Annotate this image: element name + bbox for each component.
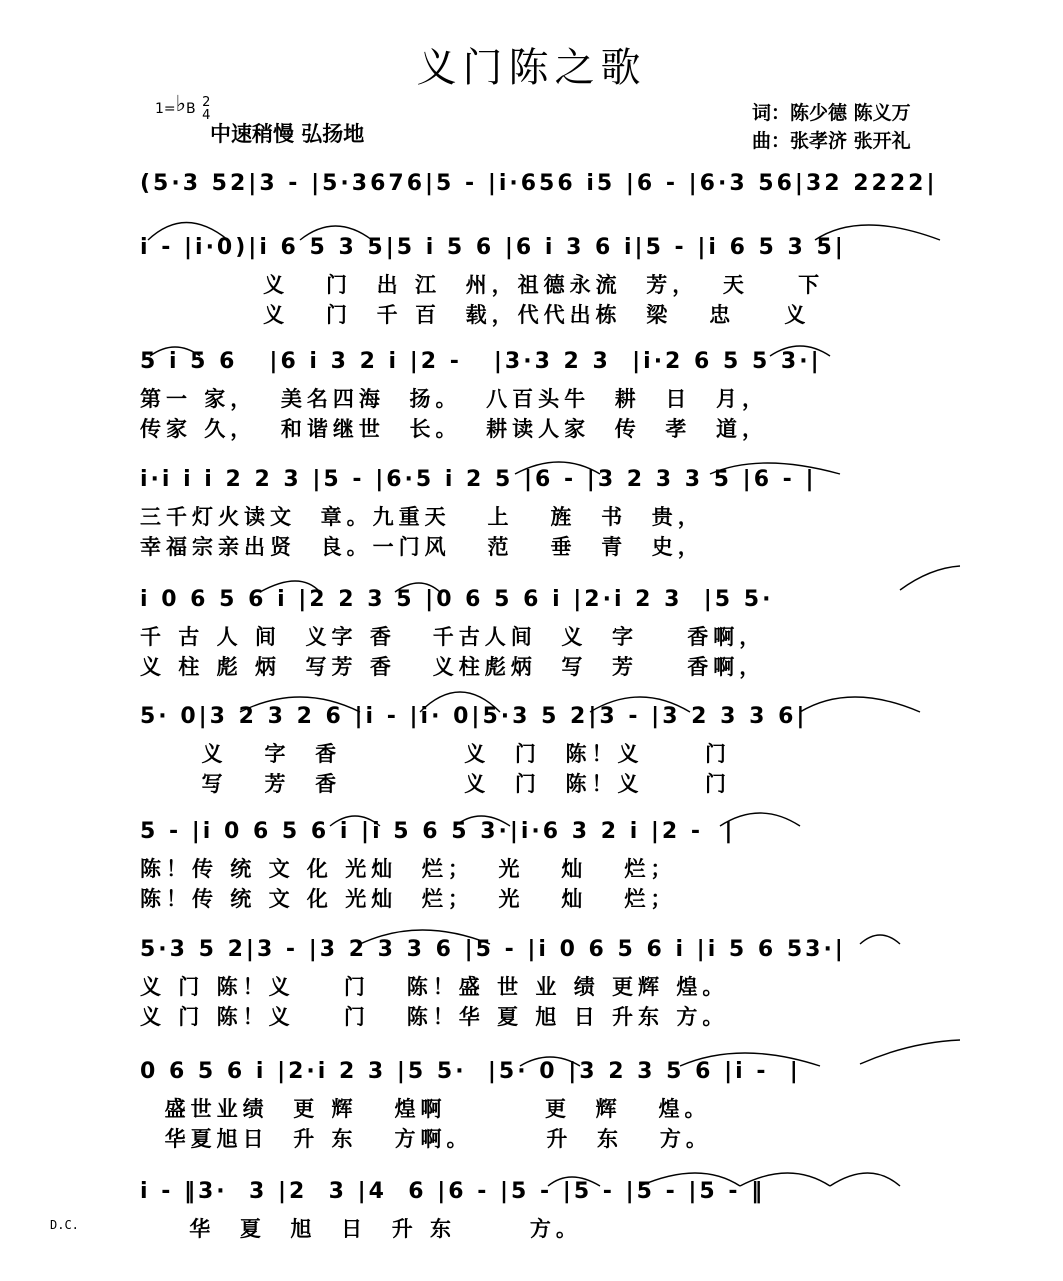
lyricist-credit: 词：陈少德 陈义万 — [752, 102, 911, 124]
lyric-verse-1: 三千灯火读文 章。九重天 上 旌 书 贵， — [140, 505, 704, 529]
notation-line: i - ‖3· 3 |2 3 |4 6 |6 - |5 - |5 - |5 - |5 - ‖ — [140, 1179, 766, 1204]
notation-line: i·i i i 2 2 3 |5 - |6·5 i 2 5 |6 - |3 2 3 3 5 |6 - | — [140, 467, 817, 492]
time-denominator: 4 — [202, 108, 211, 123]
lyric-verse-1: 盛世业绩 更 辉 煌啊 更 辉 煌。 — [140, 1097, 711, 1121]
composer-credit: 曲：张孝济 张开礼 — [752, 130, 911, 152]
notation-line: 0 6 5 6 i |2·i 2 3 |5 5· |5· 0 |3 2 3 5 6 |i - | — [140, 1059, 801, 1084]
notation-line: 5 i 5 6 |6 i 3 2 i |2 - |3·3 2 3 |i·2 6 5 5 3·| — [140, 349, 822, 374]
lyric-verse-2: 写 芳 香 义 门 陈！义 门 — [140, 772, 732, 796]
key-prefix: 1= — [155, 101, 176, 117]
lyric-verse-1: 陈！传 统 文 化 光灿 烂； 光 灿 烂； — [140, 857, 677, 881]
lyric-verse-2: 义 门 陈！义 门 陈！华 夏 旭 日 升东 方。 — [140, 1005, 729, 1029]
notation-line: i 0 6 5 6 i |2 2 3 5 |0 6 5 6 i |2·i 2 3 |5 5· — [140, 587, 774, 612]
lyric-verse-1: 义 门 陈！义 门 陈！盛 世 业 绩 更辉 煌。 — [140, 975, 729, 999]
lyric-verse-2: 华夏旭日 升 东 方啊。 升 东 方。 — [140, 1127, 712, 1151]
time-numerator: 2 — [202, 95, 211, 110]
song-title: 义门陈之歌 — [416, 45, 647, 91]
lyric-verse-2: 传家 久， 和谐继世 长。 耕读人家 传 孝 道， — [140, 417, 769, 441]
notation-line: 5·3 5 2|3 - |3 2 3 3 6 |5 - |i 0 6 5 6 i |i 5 6 53·| — [140, 937, 846, 962]
notation-line: 5· 0|3 2 3 2 6 |i - |i· 0|5·3 5 2|3 - |3 2 3 3 6| — [140, 704, 808, 729]
lyric-verse-2: 义 柱 彪 炳 写芳 香 义柱彪炳 写 芳 香啊， — [140, 655, 766, 679]
key-note: B — [186, 101, 196, 117]
lyric-verse-2: 陈！传 统 文 化 光灿 烂； 光 灿 烂； — [140, 887, 677, 911]
lyric-verse-1: 华 夏 旭 日 升 东 方。 — [140, 1217, 582, 1241]
flat-sign: ♭ — [175, 92, 187, 117]
lyric-verse-2: 幸福宗亲出贤 良。一门风 范 垂 青 史， — [140, 535, 704, 559]
notation-line: i - |i·0)|i 6 5 3 5|5 i 5 6 |6 i 3 6 i|5 - |i 6 5 3 5| — [140, 235, 846, 260]
lyric-verse-1: 义 门 出 江 州，祖德永流 芳， 天 下 — [140, 273, 825, 297]
lyric-verse-1: 第一 家， 美名四海 扬。 八百头牛 耕 日 月， — [140, 387, 769, 411]
notation-line: (5·3 52|3 - |5·3676|5 - |i·656 i5 |6 - |6·3 56|32 2222| — [140, 171, 938, 196]
lyric-verse-2: 义 门 千 百 载，代代出栋 梁 忠 义 — [140, 303, 811, 327]
notation-line: 5 - |i 0 6 5 6 i |i 5 6 5 3·|i·6 3 2 i |2 - | — [140, 819, 736, 844]
key-signature — [155, 92, 211, 123]
da-capo-marking: D.C. — [50, 1218, 79, 1232]
tempo-marking: 中速稍慢 弘扬地 — [210, 122, 365, 146]
lyric-verse-1: 义 字 香 义 门 陈！义 门 — [140, 742, 732, 766]
lyric-verse-1: 千 古 人 间 义字 香 千古人间 义 字 香啊， — [140, 625, 766, 649]
